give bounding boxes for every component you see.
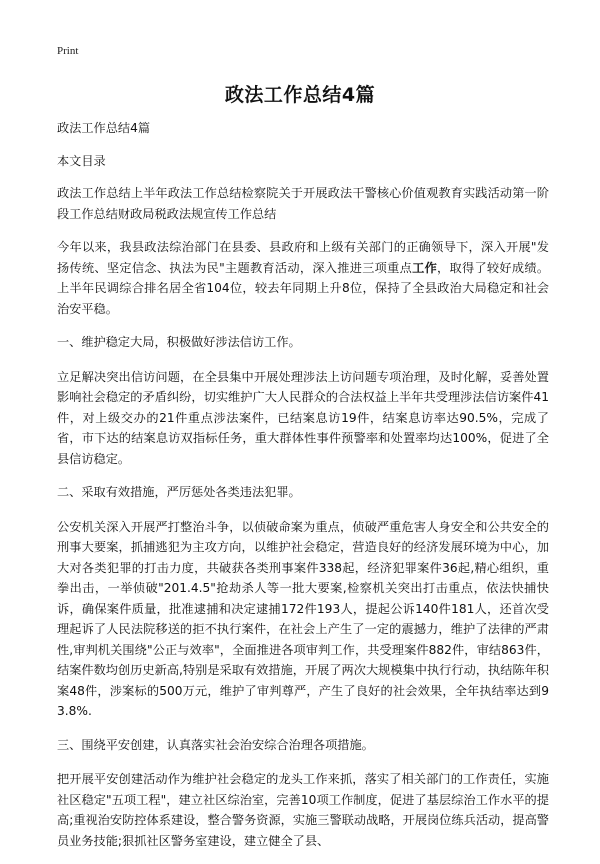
section-3-body: 把开展平安创建活动作为维护社会稳定的龙头工作来抓，落实了相关部门的工作责任，实施社区稳定"五项工程"，建立社区综治室，完善10项工作制度，促进了基层综治工作水平的提高;重视治安防控体系建设，整合警务资源，实施三警联动战略，开展岗位练兵活动，提高警员业务技能;狠抓社区警务室建设，建立健全了县、: [57, 772, 549, 848]
document-body: [57, 118, 549, 864]
page-title: 政法工作总结4篇: [224, 84, 376, 106]
intro-bold-word: 工作: [412, 260, 438, 275]
section-1-heading: 一、维护稳定大局，积极做好涉法信访工作。: [57, 335, 301, 349]
toc-label: 本文目录: [57, 153, 106, 168]
section-2-body: 公安机关深入开展严打整治斗争，以侦破命案为重点，侦破严重危害人身安全和公共安全的刑事大要案，抓捕逃犯为主攻方向，以维护社会稳定，营造良好的经济发展环境为中心，加大对各类犯罪的打击力度，共破获各类刑事案件338起，经济犯罪案件36起,精心组织，重拳出击，一举侦破"201.4.5"抢劫杀人等一批大要案,检察机关突出打击重点，依法快捕快诉，确保案件质量，批准逮捕和决定逮捕172件193人，提起公诉140件181人，还首次受理起诉了人民法院移送的拒不执行案件，在社会上产生了一定的震撼力，维护了法律的严肃性,审判机关围绕"公正与效率"，全面推进各项审判工作，共受理案件882件，审结863件，结案件数均创历史新高,特别是采取有效措施，开展了两次大规模集中执行行动，执结陈年积案48件，涉案标的500万元，维护了审判尊严，产生了良好的社会效果，全年执结率达到93.8%.: [57, 519, 549, 718]
intro-text-end: ，取得了较好成绩。上半年民调综合排名居全省104位，较去年同期上升8位，保持了全县政治大局稳定和社会治安平稳。: [57, 260, 550, 316]
intro-text-start: 今年以来，我县政法综治部门在县委、县政府和上级有关部门的正确领导下，深入开展"发扬传统、坚定信念、执法为民"主题教育活动，深入推进三项重点: [57, 240, 549, 275]
section-2-heading: 二、采取有效措施，严厉惩处各类违法犯罪。: [57, 485, 301, 499]
print-label[interactable]: Print: [57, 45, 79, 57]
subtitle: 政法工作总结4篇: [57, 121, 151, 135]
section-3-heading: 三、围绕平安创建，认真落实社会治安综合治理各项措施。: [57, 737, 374, 752]
toc-line: 政法工作总结上半年政法工作总结检察院关于开展政法干警核心价值观教育实践活动第一阶段工作总结财政局税政法规宣传工作总结: [57, 186, 549, 221]
intro-paragraph: [57, 237, 549, 319]
section-1-body: 立足解决突出信访问题，在全县集中开展处理涉法上访问题专项治理，及时化解，妥善处置影响社会稳定的矛盾纠纷，切实维护广大人民群众的合法权益上半年共受理涉法信访案件41件，对上级交办的21件重点涉法案件，已结案息访19件，结案息访率达90.5%，完成了省，市下达的结案息访双指标任务，重大群体性事件预警率和处置率均达100%，促进了全县信访稳定。: [57, 369, 549, 466]
